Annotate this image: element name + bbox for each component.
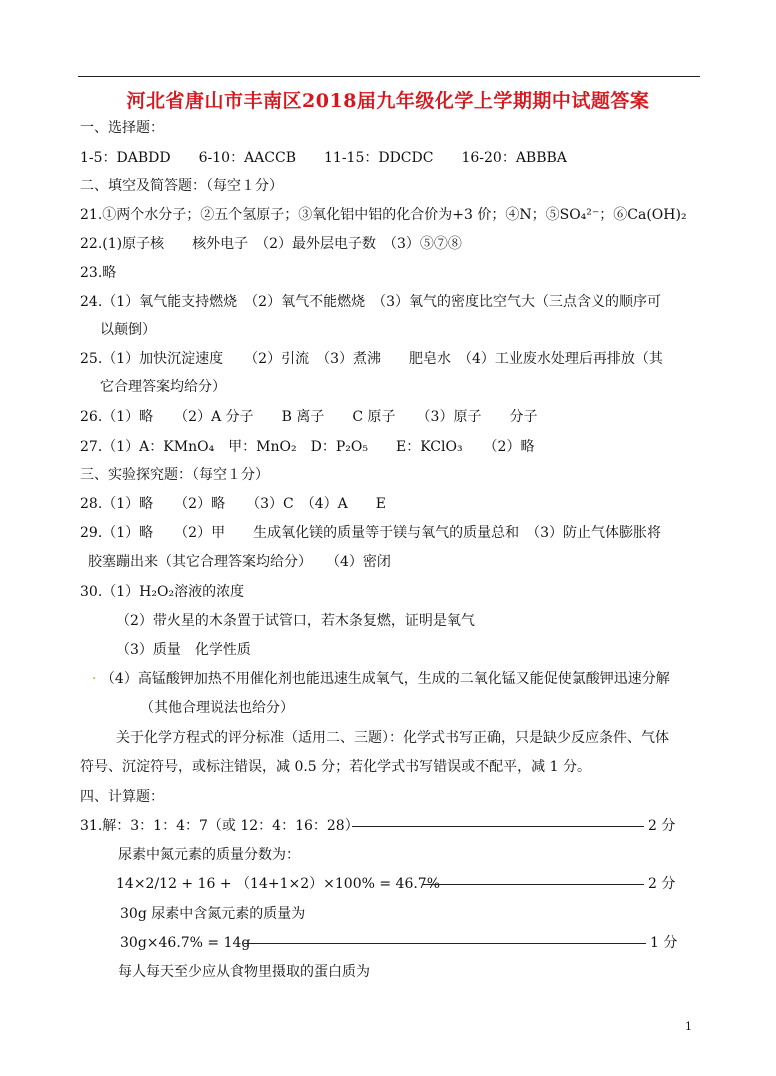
answer-line: （3）质量 化学性质 bbox=[116, 642, 251, 658]
answer-line: 29.（1）略 （2）甲 生成氧化镁的质量等于镁与氧气的质量总和 （3）防止气体膨胀将 bbox=[80, 525, 661, 541]
answer-line: 22.(1)原子核 核外电子 （2）最外层电子数 （3）⑤⑦⑧ bbox=[80, 236, 462, 252]
section-heading-3: 三、实验探究题：（每空１分） bbox=[80, 467, 269, 483]
calc-line: 30g 尿素中含氮元素的质量为 bbox=[120, 906, 306, 922]
score-label: 2 分 bbox=[648, 818, 676, 834]
answer-line: 25.（1）加快沉淀速度 （2）引流 （3）煮沸 肥皂水 （4）工业废水处理后再排放（其 bbox=[80, 351, 663, 367]
calc-line: 每人每天至少应从食物里摄取的蛋白质为 bbox=[118, 964, 370, 980]
score-label: 2 分 bbox=[648, 876, 676, 892]
page-number: 1 bbox=[685, 1020, 692, 1033]
answer-line: 27.（1）A：KMnO₄ 甲：MnO₂ D：P₂O₅ E：KClO₃ （2）略 bbox=[80, 439, 535, 455]
answer-line: （2）带火星的木条置于试管口，若木条复燃，证明是氧气 bbox=[116, 613, 475, 629]
stray-dot: · bbox=[92, 671, 97, 687]
calc-line: 尿素中氮元素的质量分数为： bbox=[118, 847, 300, 863]
answer-line: 它合理答案均给分） bbox=[100, 379, 226, 395]
answer-line: · （4）高锰酸钾加热不用催化剂也能迅速生成氧气，生成的二氧化锰又能促使氯酸钾迅速分解 bbox=[92, 671, 670, 687]
calc-line: 30g×46.7% = 14g bbox=[120, 935, 251, 951]
score-leader bbox=[422, 884, 644, 885]
section-heading-2: 二、填空及简答题：（每空１分） bbox=[80, 178, 283, 194]
score-label: 1 分 bbox=[650, 935, 678, 951]
answer-line: 26.（1）略 （2）A 分子 B 离子 C 原子 （3）原子 分子 bbox=[80, 409, 538, 425]
answer-line: 1-5：DABDD 6-10：AACCB 11-15：DDCDC 16-20：ABBBA bbox=[80, 150, 567, 166]
calc-line: 14×2/12 + 16 + （14+1×2）×100% = 46.7% bbox=[116, 876, 441, 892]
answer-line: 30.（1）H₂O₂溶液的浓度 bbox=[80, 584, 245, 600]
score-leader bbox=[244, 943, 646, 944]
answer-line: 21.①两个水分子；②五个氢原子；③氧化铝中铝的化合价为+3 价；④N；⑤SO₄²⁻；⑥Ca(OH)₂ bbox=[80, 207, 687, 223]
scoring-note: 符号、沉淀符号，或标注错误，减 0.5 分；若化学式书写错误或不配平，减 1 分。 bbox=[80, 759, 591, 775]
header-rule bbox=[78, 76, 700, 77]
scoring-note: 关于化学方程式的评分标准（适用二、三题）：化学式书写正确，只是缺少反应条件、气体 bbox=[116, 730, 669, 746]
answer-line: 24.（1）氧气能支持燃烧 （2）氧气不能燃烧 （3）氧气的密度比空气大（三点含义的顺序可 bbox=[80, 294, 661, 310]
section-heading-1: 一、选择题： bbox=[80, 120, 164, 136]
page-title: 河北省唐山市丰南区2018届九年级化学上学期期中试题答案 bbox=[126, 90, 650, 112]
answer-line: 以颠倒） bbox=[100, 322, 156, 338]
section-heading-4: 四、计算题： bbox=[80, 789, 164, 805]
answer-line: 胶塞蹦出来（其它合理答案均给分） （4）密闭 bbox=[88, 554, 391, 570]
answer-line: 28.（1）略 （2）略 （3）C （4）A E bbox=[80, 496, 386, 512]
calc-line: 31.解：3：1：4：7（或 12：4：16：28） bbox=[80, 818, 359, 834]
answer-line: （其他合理说法也给分） bbox=[140, 700, 294, 716]
answer-line: 23.略 bbox=[80, 265, 117, 281]
score-leader bbox=[352, 826, 644, 827]
